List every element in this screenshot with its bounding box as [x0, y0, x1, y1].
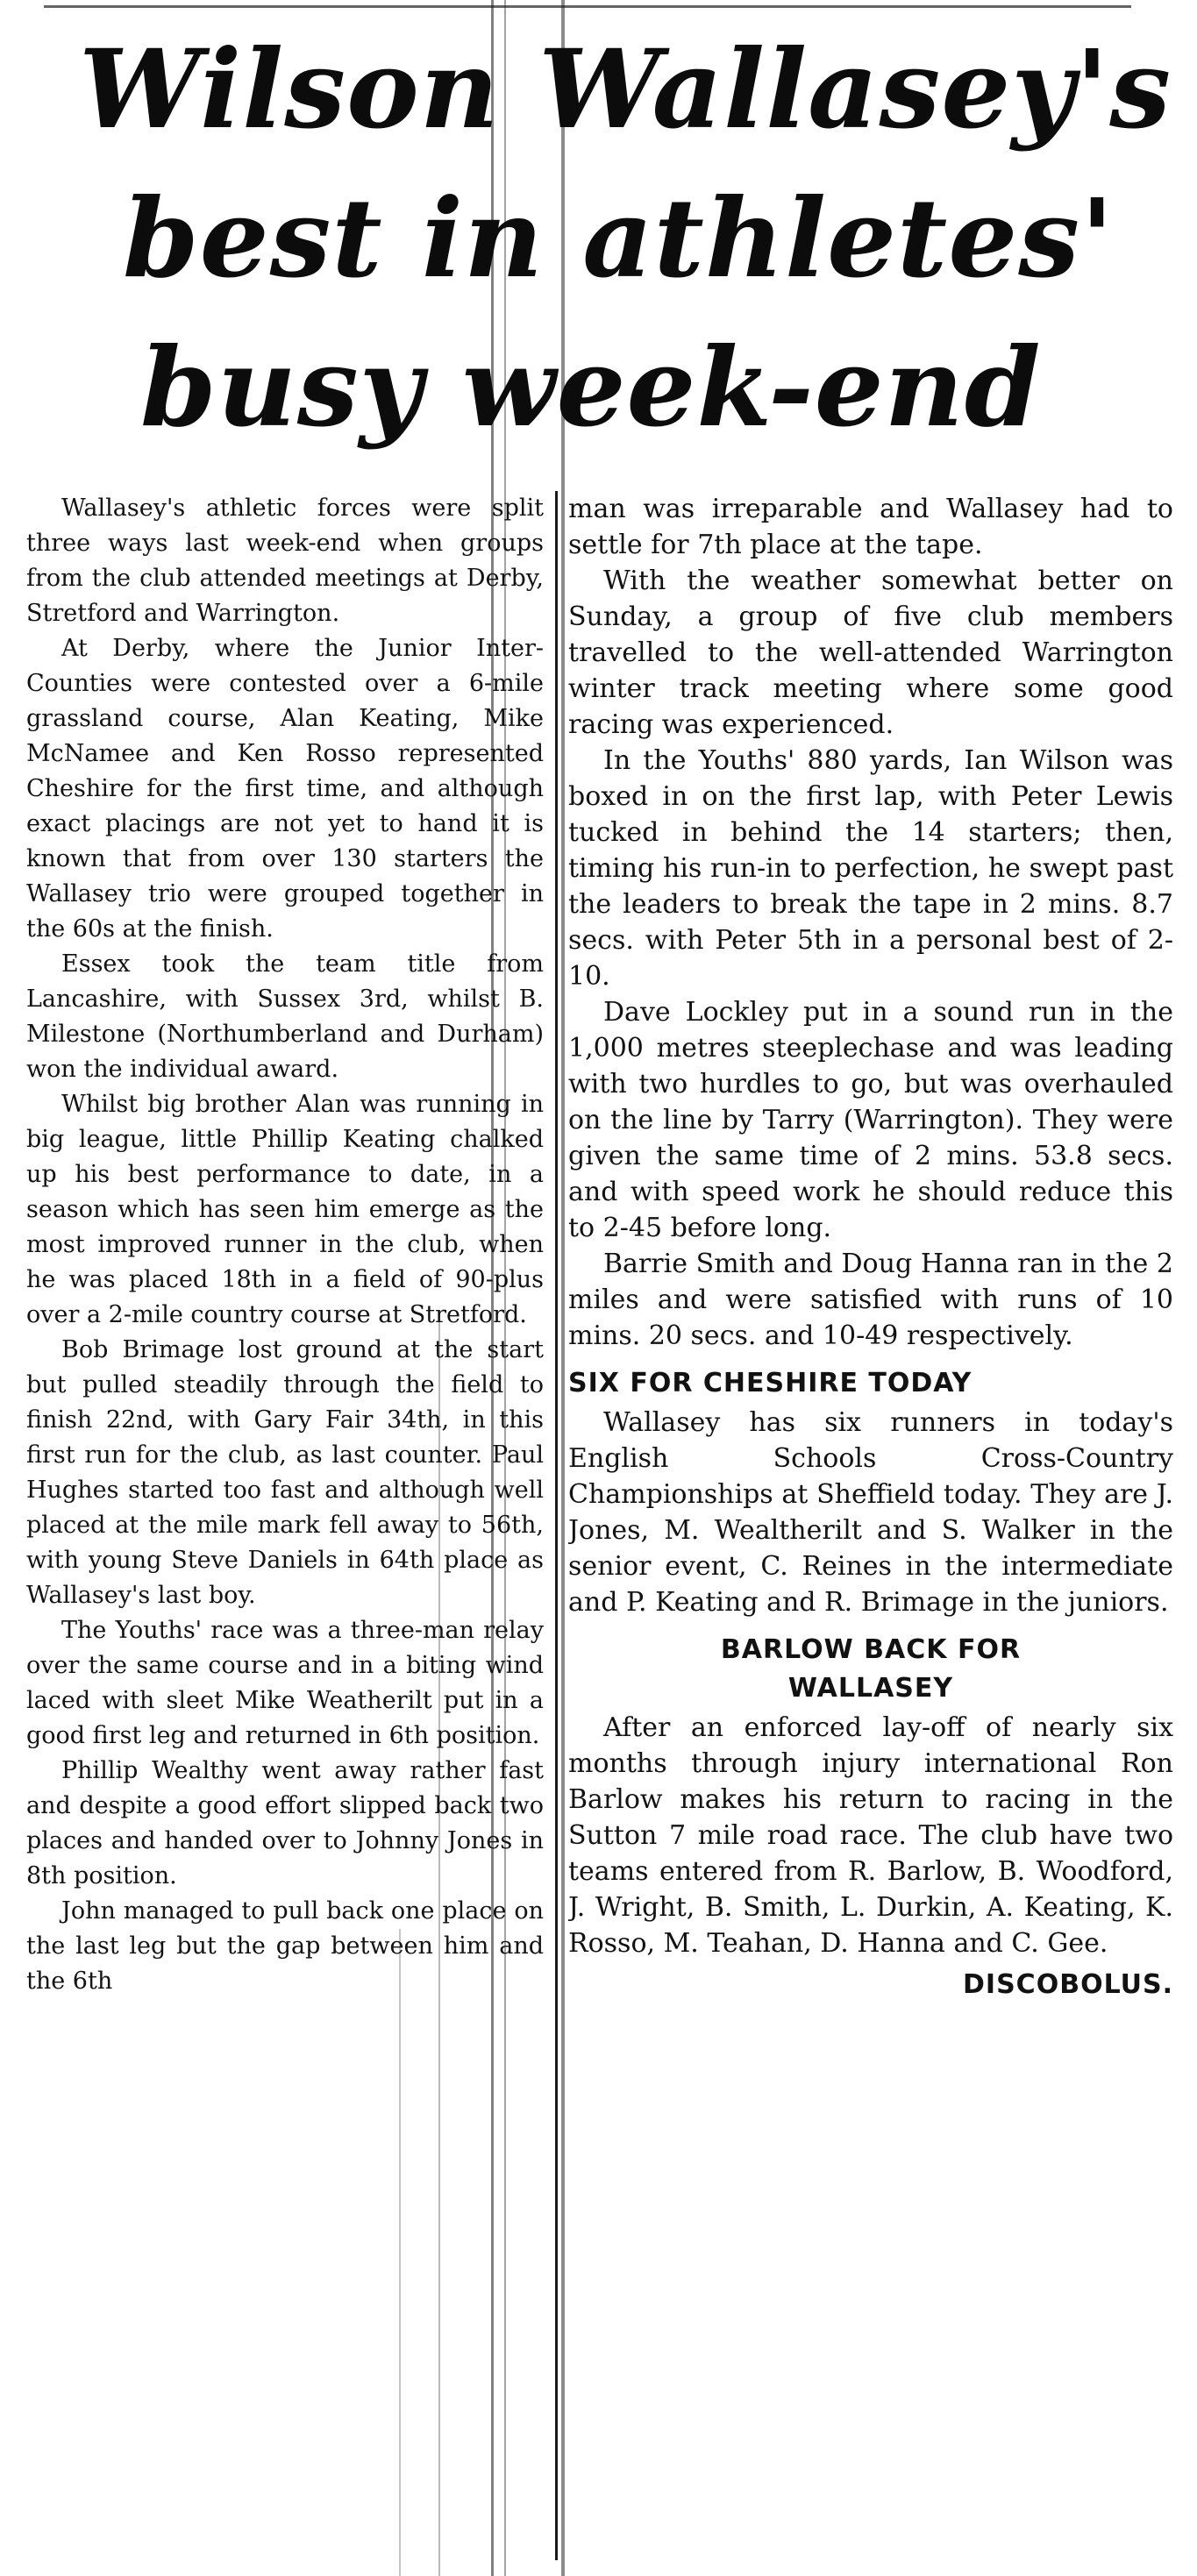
paragraph: Wallasey has six runners in today's English Schools Cross-Country Championships at Sheffield today. They are J. Jones, M. Wealtherilt and S. Walker in the senior event, C. Reines in the intermediate and P. Keating and R. Brimage in the juniors. [568, 1407, 1173, 1618]
paragraph: With the weather somewhat better on Sunday, a group of five club members travelled to the well-attended Warrington winter track meeting where some good racing was experienced. [568, 566, 1173, 740]
paragraph: John managed to pull back one place on the last leg but the gap between him and the 6th [26, 1897, 544, 1995]
column-divider [555, 491, 558, 2560]
paragraph: man was irreparable and Wallasey had to settle for 7th place at the tape. [568, 494, 1173, 560]
paragraph: Dave Lockley put in a sound run in the 1,000 metres steeplechase and was leading with two hurdles to go, but was overhauled on the line by Tarry (Warrington). They were given the same time of 2 mins. 53.8 secs. and with speed work he should reduce this to 2-45 before long. [568, 997, 1173, 1243]
paragraph: Wallasey's athletic forces were split three ways last week-end when groups from the club attended meetings at Derby, Stretford and Warrington. [26, 495, 544, 627]
paragraph: Whilst big brother Alan was running in big league, little Phillip Keating chalked up his best performance to date, in a season which has seen him emerge as the most improved runner in the club, when he was placed 18th in a field of 90-plus over a 2-mile country course at Stretford. [26, 1091, 544, 1328]
paragraph: Barrie Smith and Doug Hanna ran in the 2 miles and were satisfied with runs of 10 mins. 20 secs. and 10-49 respectively. [568, 1249, 1173, 1351]
left-column [26, 491, 551, 2569]
right-column [568, 491, 1173, 2569]
paragraph: After an enforced lay-off of nearly six months through injury international Ron Barlow makes his return to racing in the Sutton 7 mile road race. The club have two teams entered from R. Barlow, B. Woodford, J. Wright, B. Smith, L. Durkin, A. Keating, K. Rosso, M. Teahan, D. Hanna and C. Gee. [568, 1712, 1173, 1959]
byline: DISCOBOLUS. [963, 1969, 1173, 2000]
paragraph: Essex took the team title from Lancashire, with Sussex 3rd, whilst B. Milestone (Northumberland and Durham) won the individual award. [26, 950, 544, 1083]
paragraph: In the Youths' 880 yards, Ian Wilson was boxed in on the first lap, with Peter Lewis tucked in behind the 14 starters; then, timing his run-in to perfection, he swept past the leaders to break the tape in 2 mins. 8.7 secs. with Peter 5th in a personal best of 2-10. [568, 745, 1173, 992]
top-rule [44, 5, 1131, 8]
paragraph: At Derby, where the Junior Inter-Counties were contested over a 6-mile grassland course, Alan Keating, Mike McNamee and Ken Rosso represented Cheshire for the first time, and although exact placings are not yet to hand it is known that from over 130 starters the Wallasey trio were grouped together in the 60s at the finish. [26, 635, 544, 943]
paragraph: Phillip Wealthy went away rather fast and despite a good effort slipped back two places and handed over to Johnny Jones in 8th position. [26, 1757, 544, 1889]
paragraph: The Youths' race was a three-man relay over the same course and in a biting wind laced with sleet Mike Weatherilt put in a good first leg and returned in 6th position. [26, 1617, 544, 1749]
section-heading-barlow-line-1: BARLOW BACK FOR [720, 1634, 1022, 1665]
headline-line-1: Wilson Wallasey's [79, 26, 1172, 153]
paragraph: Bob Brimage lost ground at the start but pulled steadily through the field to finish 22nd, with Gary Fair 34th, in this first run for the club, as last counter. Paul Hughes started too fast and although well placed at the mile mark fell away to 56th, with young Steve Daniels in 64th place as Wallasey's last boy. [26, 1336, 544, 1609]
section-heading-six-for-cheshire: SIX FOR CHESHIRE TODAY [568, 1368, 973, 1398]
headline-line-2: best in athletes' [123, 175, 1115, 302]
article-headline [53, 16, 1172, 472]
headline-line-3: busy week-end [140, 324, 1042, 452]
section-heading-barlow-line-2: WALLASEY [787, 1673, 954, 1704]
